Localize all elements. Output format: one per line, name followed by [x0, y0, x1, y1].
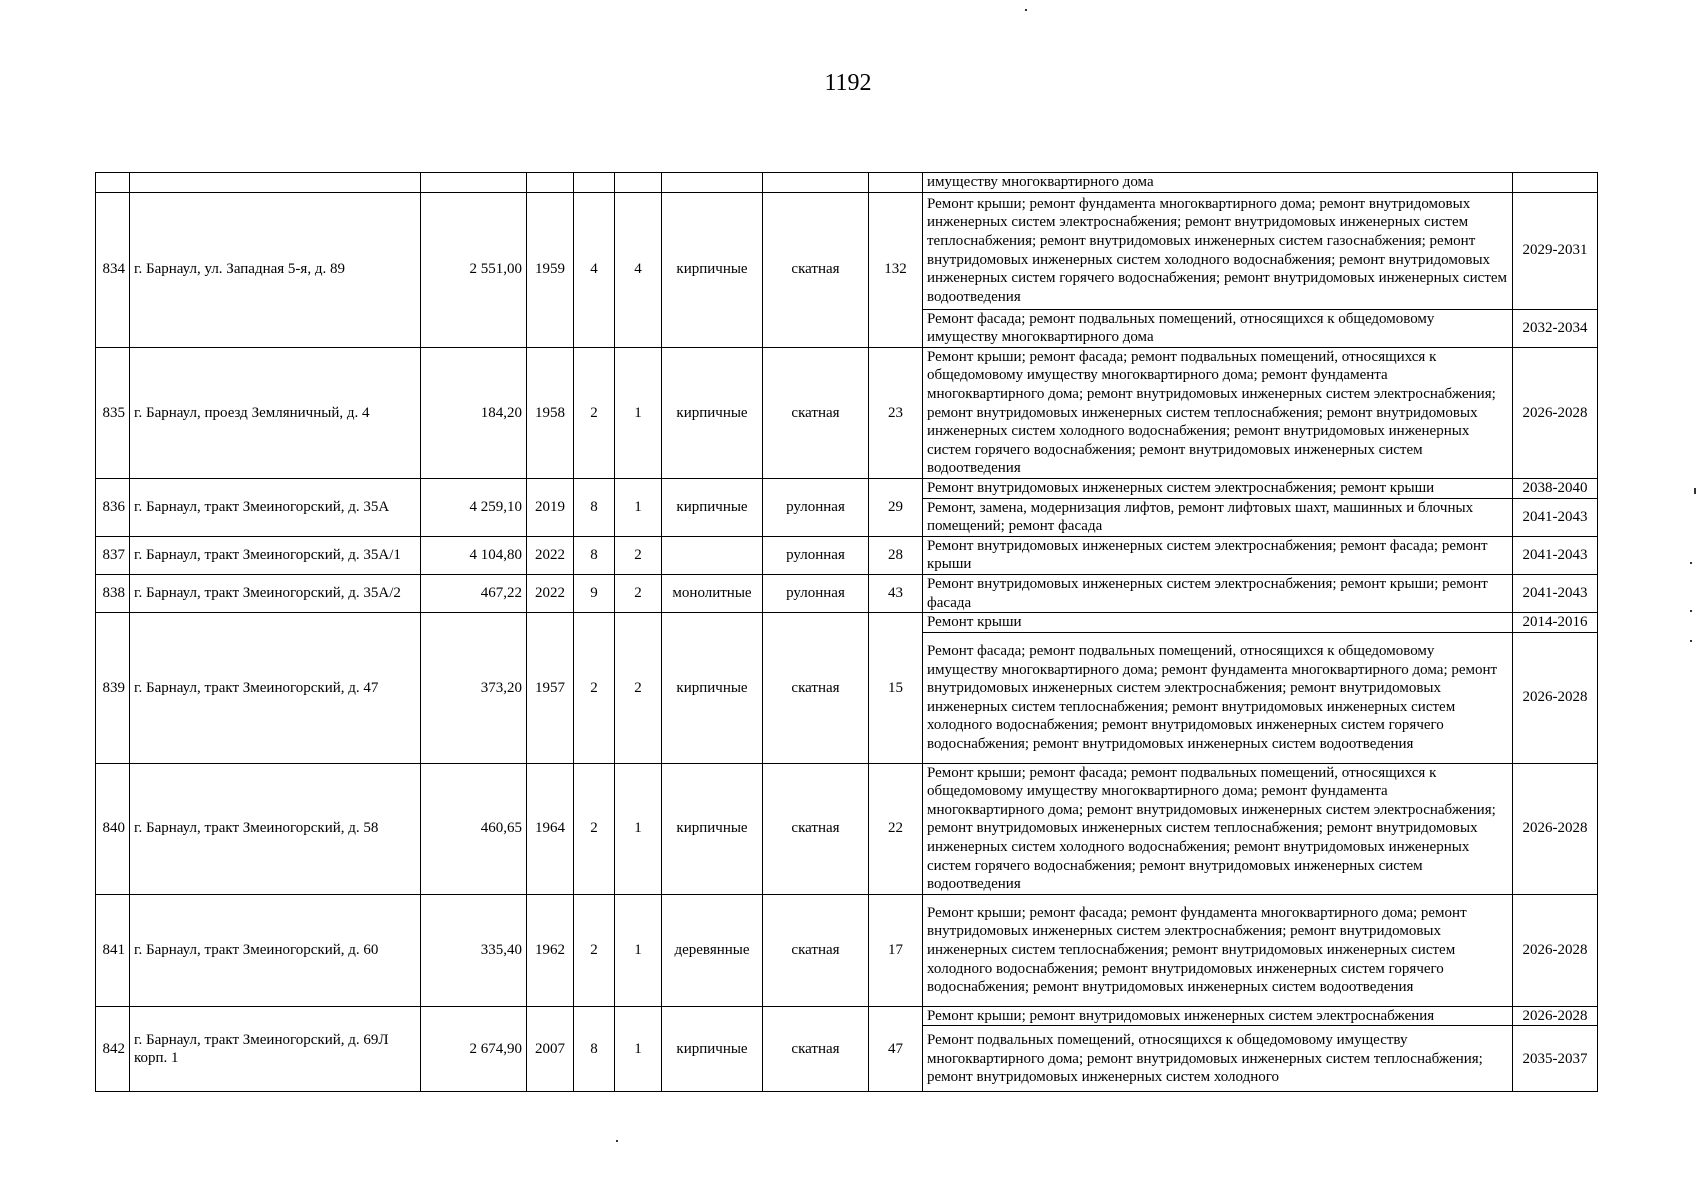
row-number: 839	[96, 613, 130, 764]
floors-cell: 8	[574, 536, 615, 574]
address-cell: г. Барнаул, тракт Змеиногорский, д. 35А	[130, 478, 421, 536]
scan-speck	[1025, 9, 1027, 11]
row-number: 842	[96, 1006, 130, 1092]
address-cell: г. Барнаул, ул. Западная 5-я, д. 89	[130, 192, 421, 347]
period-cell: 2029-2031	[1513, 192, 1598, 309]
year-cell: 2022	[527, 536, 574, 574]
scan-speck	[616, 1140, 618, 1142]
year-cell: 2007	[527, 1006, 574, 1092]
row-number: 837	[96, 536, 130, 574]
residents-cell: 15	[869, 613, 923, 764]
entrances-cell: 1	[615, 894, 662, 1006]
address-cell: г. Барнаул, проезд Земляничный, д. 4	[130, 347, 421, 478]
floors-cell: 2	[574, 763, 615, 894]
table-row	[96, 192, 1598, 309]
roof-type-cell: рулонная	[763, 478, 869, 536]
roof-type-cell: скатная	[763, 347, 869, 478]
floors-cell: 9	[574, 574, 615, 612]
roof-type-cell: скатная	[763, 192, 869, 347]
works-cell: Ремонт, замена, модернизация лифтов, ремонт лифтовых шахт, машинных и блочных помещений; ремонт фасада	[923, 498, 1513, 536]
works-cell: Ремонт внутридомовых инженерных систем электроснабжения; ремонт фасада; ремонт крыши	[923, 536, 1513, 574]
floors-cell: 2	[574, 613, 615, 764]
row-number: 840	[96, 763, 130, 894]
residents-cell: 29	[869, 478, 923, 536]
row-number: 841	[96, 894, 130, 1006]
page-number: 1192	[824, 70, 872, 96]
entrances-cell: 2	[615, 574, 662, 612]
row-number: 834	[96, 192, 130, 347]
entrances-cell: 2	[615, 613, 662, 764]
year-cell: 2019	[527, 478, 574, 536]
table-row	[96, 894, 1598, 1006]
scan-speck	[1690, 610, 1692, 612]
scan-speck	[1690, 640, 1692, 642]
walls-material-cell: кирпичные	[662, 192, 763, 347]
entrances-cell: 1	[615, 478, 662, 536]
residents-cell: 28	[869, 536, 923, 574]
works-cell: Ремонт крыши; ремонт фундамента многоквартирного дома; ремонт внутридомовых инженерных систем электроснабжения; ремонт внутридомовых инженерных систем теплоснабжения; ремонт внутридомовых инженерных систем газоснабжения; ремонт внутридомовых инженерных систем холодного водоснабжения; ремонт внутридомовых инженерных систем горячего водоснабжения; ремонт внутридомовых инженерных систем водоотведения	[923, 192, 1513, 309]
roof-type-cell: скатная	[763, 894, 869, 1006]
table-row	[96, 613, 1598, 633]
period-cell: 2026-2028	[1513, 632, 1598, 763]
residents-cell: 17	[869, 894, 923, 1006]
roof-type-cell: скатная	[763, 763, 869, 894]
floors-cell: 2	[574, 347, 615, 478]
walls-material-cell: деревянные	[662, 894, 763, 1006]
row-number: 838	[96, 574, 130, 612]
table-row	[96, 536, 1598, 574]
works-cell: Ремонт фасада; ремонт подвальных помещений, относящихся к общедомовому имуществу многоквартирного дома	[923, 309, 1513, 347]
works-cell: Ремонт крыши	[923, 613, 1513, 633]
works-cell: имуществу многоквартирного дома	[923, 173, 1513, 193]
works-cell: Ремонт крыши; ремонт внутридомовых инженерных систем электроснабжения	[923, 1006, 1513, 1026]
row-number: 835	[96, 347, 130, 478]
walls-material-cell: кирпичные	[662, 613, 763, 764]
area-cell: 4 104,80	[421, 536, 527, 574]
walls-material-cell: кирпичные	[662, 478, 763, 536]
roof-type-cell: рулонная	[763, 536, 869, 574]
floors-cell: 8	[574, 478, 615, 536]
area-cell: 373,20	[421, 613, 527, 764]
walls-material-cell	[662, 536, 763, 574]
area-cell: 460,65	[421, 763, 527, 894]
period-cell: 2041-2043	[1513, 498, 1598, 536]
floors-cell: 4	[574, 192, 615, 347]
address-cell: г. Барнаул, тракт Змеиногорский, д. 47	[130, 613, 421, 764]
entrances-cell: 1	[615, 763, 662, 894]
period-cell: 2035-2037	[1513, 1026, 1598, 1092]
address-cell: г. Барнаул, тракт Змеиногорский, д. 69Л корп. 1	[130, 1006, 421, 1092]
works-cell: Ремонт фасада; ремонт подвальных помещений, относящихся к общедомовому имуществу многоквартирного дома; ремонт фундамента многоквартирного дома; ремонт внутридомовых инженерных систем электроснабжения; ремонт внутридомовых инженерных систем теплоснабжения; ремонт внутридомовых инженерных систем холодного водоснабжения; ремонт внутридомовых инженерных систем горячего водоснабжения; ремонт внутридомовых инженерных систем водоотведения	[923, 632, 1513, 763]
table-row	[96, 347, 1598, 478]
walls-material-cell: монолитные	[662, 574, 763, 612]
walls-material-cell: кирпичные	[662, 763, 763, 894]
period-cell: 2026-2028	[1513, 894, 1598, 1006]
area-cell: 2 674,90	[421, 1006, 527, 1092]
period-cell: 2014-2016	[1513, 613, 1598, 633]
year-cell: 2022	[527, 574, 574, 612]
entrances-cell: 1	[615, 347, 662, 478]
walls-material-cell: кирпичные	[662, 347, 763, 478]
period-cell: 2038-2040	[1513, 478, 1598, 498]
address-cell: г. Барнаул, тракт Змеиногорский, д. 35А/2	[130, 574, 421, 612]
area-cell: 2 551,00	[421, 192, 527, 347]
table-row-continuation	[96, 173, 1598, 193]
floors-cell: 2	[574, 894, 615, 1006]
roof-type-cell: рулонная	[763, 574, 869, 612]
period-cell: 2041-2043	[1513, 536, 1598, 574]
residents-cell: 23	[869, 347, 923, 478]
year-cell: 1962	[527, 894, 574, 1006]
row-number: 836	[96, 478, 130, 536]
residents-cell: 47	[869, 1006, 923, 1092]
residents-cell: 132	[869, 192, 923, 347]
area-cell: 467,22	[421, 574, 527, 612]
table-row	[96, 1006, 1598, 1026]
area-cell: 335,40	[421, 894, 527, 1006]
address-cell: г. Барнаул, тракт Змеиногорский, д. 60	[130, 894, 421, 1006]
roof-type-cell: скатная	[763, 1006, 869, 1092]
year-cell: 1958	[527, 347, 574, 478]
table-row	[96, 478, 1598, 498]
entrances-cell: 4	[615, 192, 662, 347]
year-cell: 1957	[527, 613, 574, 764]
works-cell: Ремонт подвальных помещений, относящихся к общедомовому имуществу многоквартирного дома; ремонт внутридомовых инженерных систем теплоснабжения; ремонт внутридомовых инженерных систем холодного	[923, 1026, 1513, 1092]
floors-cell: 8	[574, 1006, 615, 1092]
walls-material-cell: кирпичные	[662, 1006, 763, 1092]
address-cell: г. Барнаул, тракт Змеиногорский, д. 35А/1	[130, 536, 421, 574]
works-cell: Ремонт внутридомовых инженерных систем электроснабжения; ремонт крыши; ремонт фасада	[923, 574, 1513, 612]
works-cell: Ремонт крыши; ремонт фасада; ремонт фундамента многоквартирного дома; ремонт внутридомовых инженерных систем электроснабжения; ремонт внутридомовых инженерных систем теплоснабжения; ремонт внутридомовых инженерных систем холодного водоснабжения; ремонт внутридомовых инженерных систем горячего водоснабжения; ремонт внутридомовых инженерных систем водоотведения	[923, 894, 1513, 1006]
roof-type-cell: скатная	[763, 613, 869, 764]
table-row	[96, 763, 1598, 894]
entrances-cell: 1	[615, 1006, 662, 1092]
period-cell: 2041-2043	[1513, 574, 1598, 612]
area-cell: 4 259,10	[421, 478, 527, 536]
period-cell: 2026-2028	[1513, 1006, 1598, 1026]
table-row	[96, 574, 1598, 612]
scan-speck	[1690, 562, 1692, 564]
year-cell: 1964	[527, 763, 574, 894]
works-cell: Ремонт крыши; ремонт фасада; ремонт подвальных помещений, относящихся к общедомовому имуществу многоквартирного дома; ремонт фундамента многоквартирного дома; ремонт внутридомовых инженерных систем электроснабжения; ремонт внутридомовых инженерных систем теплоснабжения; ремонт внутридомовых инженерных систем холодного водоснабжения; ремонт внутридомовых инженерных систем горячего водоснабжения; ремонт внутридомовых инженерных систем водоотведения	[923, 347, 1513, 478]
period-cell: 2032-2034	[1513, 309, 1598, 347]
period-cell: 2026-2028	[1513, 763, 1598, 894]
works-cell: Ремонт крыши; ремонт фасада; ремонт подвальных помещений, относящихся к общедомовому имуществу многоквартирного дома; ремонт фундамента многоквартирного дома; ремонт внутридомовых инженерных систем электроснабжения; ремонт внутридомовых инженерных систем теплоснабжения; ремонт внутридомовых инженерных систем холодного водоснабжения; ремонт внутридомовых инженерных систем горячего водоснабжения; ремонт внутридомовых инженерных систем водоотведения	[923, 763, 1513, 894]
residents-cell: 43	[869, 574, 923, 612]
repair-schedule-table	[95, 172, 1598, 1092]
residents-cell: 22	[869, 763, 923, 894]
year-cell: 1959	[527, 192, 574, 347]
period-cell: 2026-2028	[1513, 347, 1598, 478]
works-cell: Ремонт внутридомовых инженерных систем электроснабжения; ремонт крыши	[923, 478, 1513, 498]
entrances-cell: 2	[615, 536, 662, 574]
address-cell: г. Барнаул, тракт Змеиногорский, д. 58	[130, 763, 421, 894]
area-cell: 184,20	[421, 347, 527, 478]
